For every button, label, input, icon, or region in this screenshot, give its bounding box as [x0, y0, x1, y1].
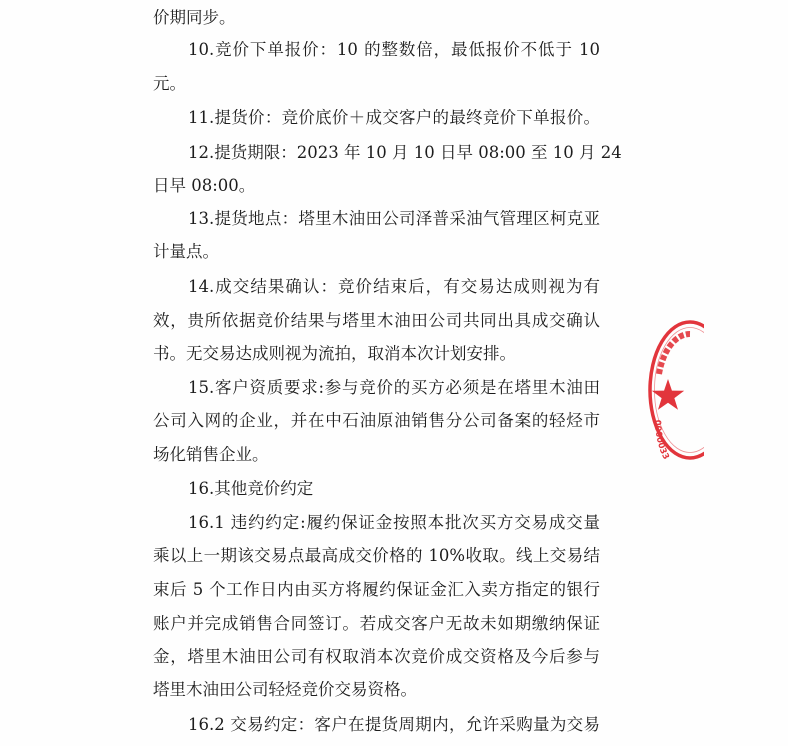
- clause-15-line-2: 公司入网的企业，并在中石油原油销售分公司备案的轻烃市: [153, 411, 600, 430]
- clause-16-1-line-6: 塔里木油田公司轻烃竞价交易资格。: [153, 680, 417, 699]
- clause-16-1-line-4: 账户并完成销售合同签订。若成交客户无故未如期缴纳保证: [153, 614, 600, 633]
- clause-14-line-2: 效，贵所依据竞价结果与塔里木油田公司共同出具成交确认: [153, 311, 600, 330]
- clause-13-line-1: 13.提货地点：塔里木油田公司泽普采油气管理区柯克亚: [188, 209, 600, 228]
- clause-16-1-line-2: 乘以上一期该交易点最高成交价格的 10%收取。线上交易结: [153, 546, 600, 565]
- clause-12-line-1: 12.提货期限：2023 年 10 月 10 日早 08:00 至 10 月 24: [188, 143, 622, 162]
- clause-11-line-1: 11.提货价：竞价底价＋成交客户的最终竞价下单报价。: [188, 108, 600, 127]
- red-seal: [640, 316, 704, 462]
- clause-10-line-1: 10.竞价下单报价：10 的整数倍，最低报价不低于 10: [188, 40, 600, 59]
- clause-12-line-2: 日早 08:00。: [153, 176, 256, 195]
- clause-13-line-2: 计量点。: [153, 242, 219, 261]
- clause-14-line-3: 书。无交易达成则视为流拍，取消本次计划安排。: [153, 344, 516, 363]
- clause-16-1-line-5: 金，塔里木油田公司有权取消本次竞价成交资格及今后参与: [153, 647, 600, 666]
- clause-16-1-line-1: 16.1 违约约定:履约保证金按照本批次买方交易成交量: [188, 513, 600, 532]
- clause-16-2-line-1: 16.2 交易约定：客户在提货周期内，允许采购量为交易: [188, 715, 600, 734]
- clause-10-line-2: 元。: [153, 74, 186, 93]
- seal-serial-text: [652, 420, 671, 462]
- seal-serial-number: 0000033: [651, 419, 671, 462]
- clause-15-line-1: 15.客户资质要求:参与竞价的买方必须是在塔里木油田: [188, 378, 600, 397]
- continued-text-line-1: 价期同步。: [153, 8, 236, 27]
- clause-16-heading: 16.其他竞价约定: [188, 479, 314, 498]
- clause-14-line-1: 14.成交结果确认：竞价结束后，有交易达成则视为有: [188, 277, 600, 296]
- clause-16-1-line-3: 束后 5 个工作日内由买方将履约保证金汇入卖方指定的银行: [153, 580, 600, 599]
- seal-star-icon: [652, 379, 684, 410]
- clause-15-line-3: 场化销售企业。: [153, 445, 269, 464]
